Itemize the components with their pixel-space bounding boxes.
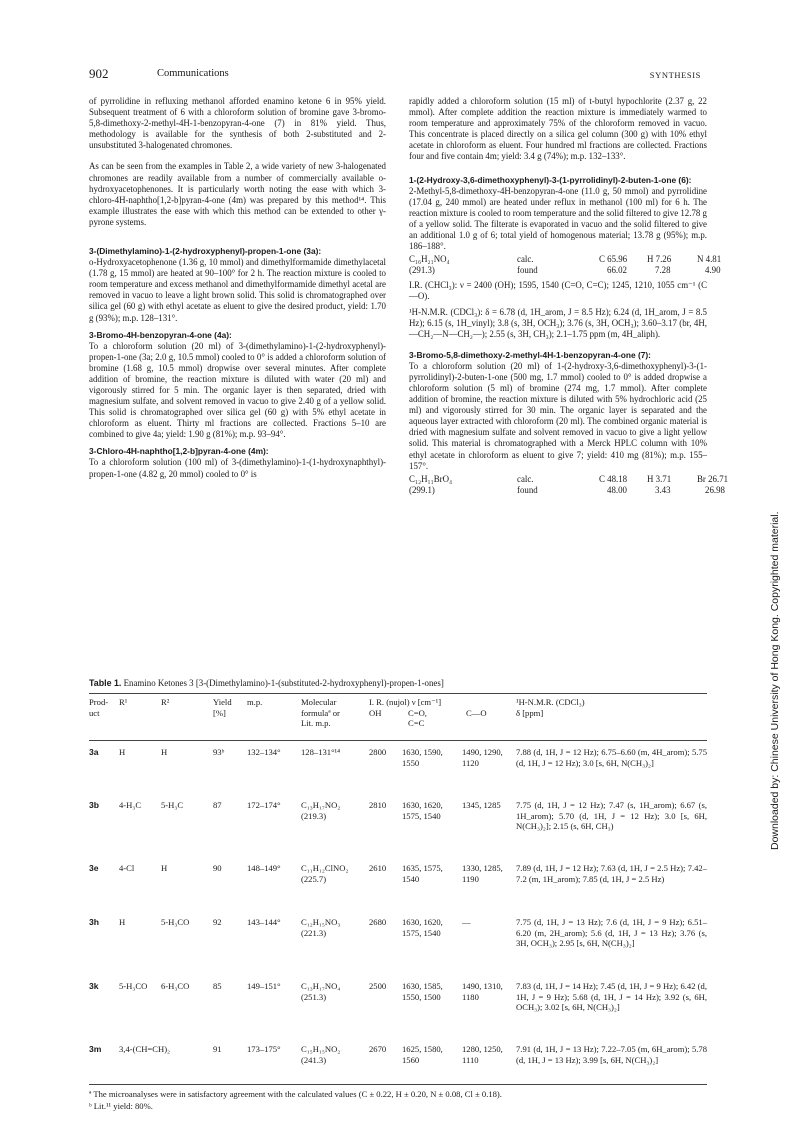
header-nmr: ¹H-N.M.R. (CDCl₃) δ [ppm] [516,697,585,718]
table-rule-top [89,693,707,694]
right-column [409,96,729,496]
procedure-heading: 3-(Dimethylamino)-1-(2-hydroxyphenyl)-propen-1-one (3a): [89,246,322,257]
header-r2: R² [161,697,170,707]
analysis-data: C₁₂H₁₁BrO₄ calc. C 48.18 H 3.71 Br 26.71 (299.1) found 48.00 3.43 26.98 [409,473,729,495]
analysis-data: C₁₆H₂₁NO₄ calc. C 65.96 H 7.26 N 4.81 (291.3) found 66.02 7.28 4.90 [409,254,722,276]
table-rule-mid [89,740,707,741]
header-yield: Yield [%] [213,697,232,718]
header-formula: Molecular formulaª or Lit. m.p. [301,697,340,729]
paragraph: rapidly added a chloroform solution (15 ml) of t-butyl hypochlorite (2.37 g, 22 mmol). After complete addition the reaction mixture is immediately warmed to room temperature and approximately 75% of the chloroform removed in vacuo. This concentrate is placed directly on a silica gel column (300 g) with 10% ethyl acetate in chloroform as eluent. Four hundred ml fractions are collected. Fractions four and five contain 4m; yield: 3.4 g (74%); m.p. 132–133°. [409,96,707,162]
header-mp: m.p. [247,697,263,707]
procedure-text: To a chloroform solution (100 ml) of 3-(dimethylamino)-1-(1-hydroxynaphthyl)-propen-1-one (4.82 g, 20 mmol) cooled to 0° is [89,457,386,479]
ir-data: I.R. (CHCl₃): ν = 2400 (OH); 1595, 1540 (C=O, C=C); 1245, 1210, 1055 cm⁻¹ (C—O). [409,280,707,302]
table-header [89,697,707,735]
download-notice: Downloaded by: Chinese University of Hong Kong. Copyrighted material. [769,511,781,850]
header-ir-oh: I. R. (nujol) ν [cm⁻¹] OH [369,697,442,718]
left-column [89,96,386,480]
procedure-text: To a chloroform solution (20 ml) of 1-(2-hydroxy-3,6-dimethoxyphenyl)-3-(1-pyrrolidinyl)-2-buten-1-one (500 mg, 1.7 mmol) cooled to 0° is added dropwise a chloroform solution (5 ml) of bromine (274 mg, 1.7 mmol). After complete addition of bromine, the reaction mixture is diluted with 5% hydrochloric acid (25 ml) and vigorously stirred for 30 min. The organic layer is separated and the aqueous layer extracted with chloroform (20 ml). The combined organic material is dried with magnesium sulfate and solvent removed in vacuo to give a light yellow solid. This material is chromatographed with a Merck HPLC column with 10% ethyl acetate in chloroform as eluent to give 7; yield: 410 mg (81%); m.p. 155–157°. [409,360,707,471]
paragraph: As can be seen from the examples in Table 2, a wide variety of new 3-halogenated chromones are readily available from a number of commercially available o-hydroxyacetophenones. It is particularly worth noting the ease with which 3-chloro-4H-naphtho[1,2-b]pyran-4-one (4m) was prepared by this method¹⁴. This example illustrates the ease with which this method can be extended to other γ-pyrone systems. [89,161,386,227]
header-product: Prod- uct [89,697,109,718]
table-rule-bottom [89,1084,707,1085]
header-r1: R¹ [119,697,128,707]
page-number: 902 [89,66,109,81]
procedure-heading: 3-Bromo-4H-benzopyran-4-one (4a): [89,329,232,340]
footnote-b: ᵇ Lit.¹¹ yield: 80%. [89,1101,153,1111]
section-title: Communications [157,68,229,79]
paragraph: of pyrrolidine in refluxing methanol afforded enamino ketone 6 in 95% yield. Subsequent treatment of 6 with a chloroform solution of bromine gave 3-bromo-5,8-dimethoxy-2-methyl-4H-1-benzopyran-4-one (7) in 81% yield. Thus, methodology is available for the synthesis of both 2-substituted and 2-unsubstituted 3-halogenated chromones. [89,96,386,151]
header-ir-co: C=O, C=C [408,707,427,729]
procedure-heading: 1-(2-Hydroxy-3,6-dimethoxyphenyl)-3-(1-pyrrolidinyl)-2-buten-1-one (6): [409,174,692,185]
page-header [89,66,701,82]
procedure-text: o-Hydroxyacetophenone (1.36 g, 10 mmol) and dimethylformamide dimethylacetal (1.78 g, 15 mmol) are heated at 90–100° for 2 h. The reaction mixture is cooled to room temperature and excess methanol and dimethylformamide dimethyl acetal are removed in vacuo to leave a light brown solid. This solid is chromatographed over silica gel (60 g) with ethyl acetate as eluent to give the desired product, yield: 1.70 g (93%); m.p. 128–131°. [89,257,386,323]
procedure-heading: 3-Chloro-4H-naphtho[1,2-b]pyran-4-one (4m): [89,446,269,457]
table-caption: Table 1. Enamino Ketones 3 [3-(Dimethylamino)-1-(substituted-2-hydroxyphenyl)-propen-1-ones] [89,678,444,688]
procedure-text: 2-Methyl-5,8-dimethoxy-4H-benzopyran-4-one (11.0 g, 50 mmol) and pyrrolidine (17.04 g, 240 mmol) are heated under reflux in methanol (100 ml) for 6 h. The reaction mixture is cooled to room temperature and the solid filtered to give 12.78 g of a yellow solid. The filterate is evaporated in vacuo and the solid filtered to give an additional 1.0 g of 6; total yield of homogenous material; 13.78 g (95%); m.p. 186–188°. [409,185,707,252]
footnote-a: ª The microanalyses were in satisfactory agreement with the calculated values (C ± 0.22, H ± 0.20, N ± 0.08, Cl ± 0.18). [89,1089,502,1099]
header-ir-c-o: C—O [466,707,487,718]
journal-name: SYNTHESIS [649,70,701,80]
procedure-heading: 3-Bromo-5,8-dimethoxy-2-methyl-4H-1-benzopyran-4-one (7): [409,349,651,360]
procedure-text: To a chloroform solution (20 ml) of 3-(dimethylamino)-1-(2-hydroxyphenyl)-propen-1-one (3a; 2.0 g, 10.5 mmol) cooled to 0° is added a chloroform solution of bromine (1.68 g, 10.5 mmol) dropwise over several minutes. After complete addition of bromine, the reaction mixture is diluted with water (20 ml) and vigorously stirred for 5 min. The organic layer is then separated, dried with magnesium sulfate, and solvent removed in vacuo to give 2.40 g of a yellow solid. This solid is chromatographed over silica gel (60 g) with 5% ethyl acetate in chloroform as eluent. Thirty ml fractions are collected. Fractions 5–10 are combined to give 4a; yield: 1.90 g (81%); m.p. 93–94°. [89,340,386,440]
nmr-data: ¹H-N.M.R. (CDCl₃): δ = 6.78 (d, 1H_arom, J = 8.5 Hz); 6.24 (d, 1H_arom, J = 8.5 Hz); 6.15 (s, 1H_vinyl); 3.8 (s, 3H, OCH₃); 3.76 (s, 3H, OCH₃); 3.60–3.17 (br, 4H, —CH₂—N—CH₂—); 2.55 (s, 3H, CH₃); 2.1–1.75 ppm (m, 4H_aliph). [409,306,707,339]
